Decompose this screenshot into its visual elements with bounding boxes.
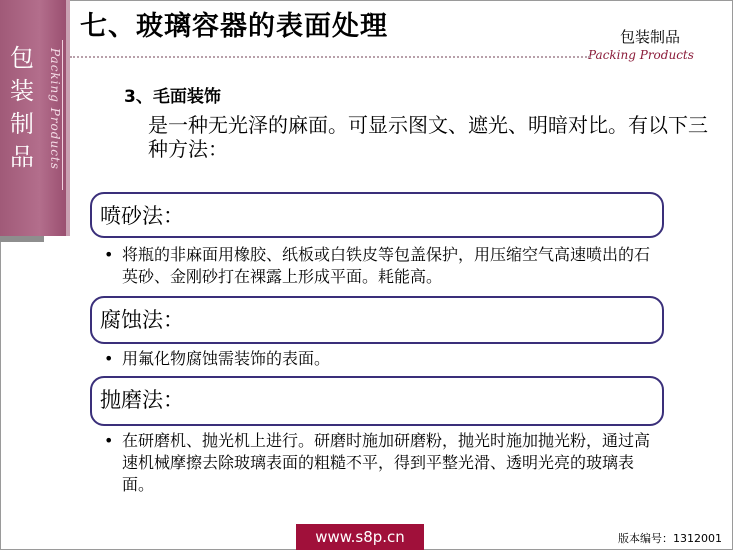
brand-cn: 包装制品 (620, 28, 681, 46)
method-box-polishing (90, 376, 664, 426)
brand-en: Packing Products (588, 48, 694, 62)
method-title: 腐蚀法： (100, 308, 184, 332)
side-banner-shadow (0, 236, 44, 242)
description-text: 用氟化物腐蚀需装饰的表面。 (122, 349, 331, 368)
method-description (104, 244, 664, 292)
side-banner-edge (66, 0, 70, 236)
side-banner-subtitle: Packing Products (48, 48, 62, 170)
method-description (104, 348, 664, 372)
version-number: 版本编号：1312001 (618, 532, 722, 545)
page-title: 七、玻璃容器的表面处理 (80, 11, 388, 42)
method-title: 抛磨法： (100, 388, 184, 412)
bullet-icon: • (104, 245, 114, 264)
footer-url[interactable]: www.s8p.cn (296, 524, 424, 550)
side-banner-title: 包装制品 (10, 44, 34, 171)
bullet-icon: • (104, 431, 114, 450)
method-box-sandblast (90, 192, 664, 238)
description-text: 将瓶的非麻面用橡胶、纸板或白铁皮等包盖保护，用压缩空气高速喷出的石英砂、金刚砂打在裸露上形成平面。耗能高。 (122, 245, 651, 286)
intro-text: 是一种无光泽的麻面。可显示图文、遮光、明暗对比。有以下三种方法： (148, 113, 708, 161)
method-description (104, 430, 664, 500)
method-title: 喷砂法： (100, 204, 184, 228)
section-heading: 3、毛面装饰 (124, 87, 221, 107)
method-box-etching (90, 296, 664, 344)
header-divider (70, 56, 590, 58)
description-text: 在研磨机、抛光机上进行。研磨时施加研磨粉，抛光时施加抛光粉，通过高速机械摩擦去除玻璃表面的粗糙不平，得到平整光滑、透明光亮的玻璃表面。 (122, 431, 651, 494)
bullet-icon: • (104, 349, 114, 368)
side-divider (62, 40, 63, 190)
brand-logo (588, 18, 708, 68)
